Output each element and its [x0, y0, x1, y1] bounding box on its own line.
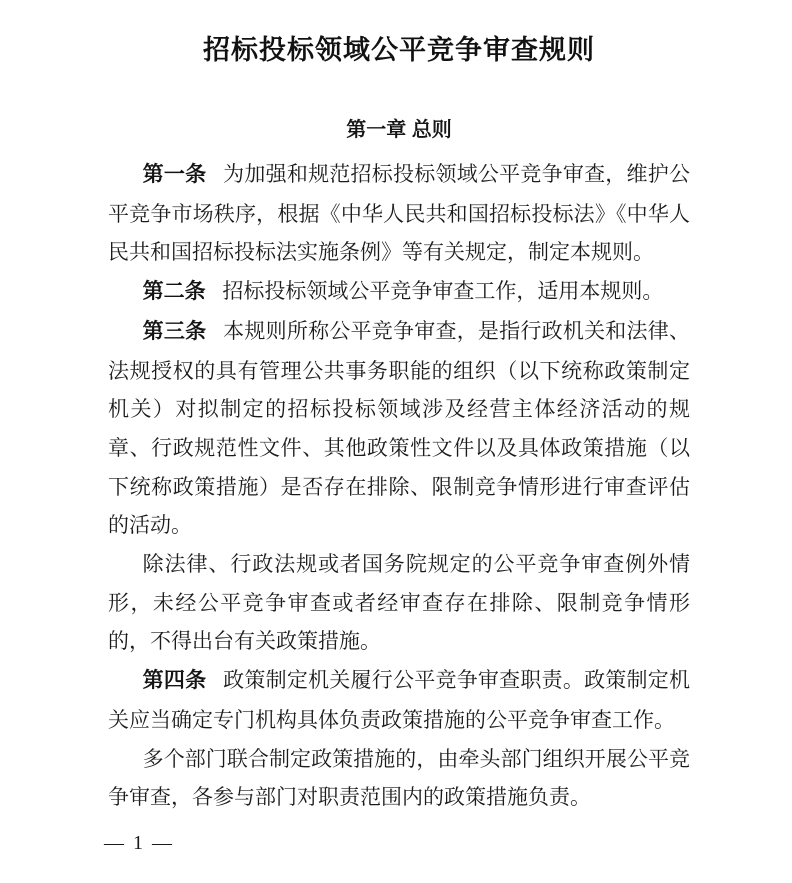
paragraph — [108, 545, 690, 661]
paragraph-text: 本规则所称公平竞争审查，是指行政机关和法律、法规授权的具有管理公共事务职能的组织（以下统称政策制定机关）对拟制定的招标投标领域涉及经营主体经济活动的规章、行政规范性文件、其他政策性文件以及具体政策措施（以下统称政策措施）是否存在排除、限制竞争情形进行审查评估的活动。 — [108, 318, 691, 538]
article-number-label: 第二条 — [142, 280, 206, 304]
paragraph — [108, 155, 690, 272]
paragraph-text: 为加强和规范招标投标领域公平竞争审查，维护公平竞争市场秩序，根据《中华人民共和国招标投标法》《中华人民共和国招标投标法实施条例》等有关规定，制定本规则。 — [108, 162, 691, 265]
paragraph-text: 政策制定机关履行公平竞争审查职责。政策制定机关应当确定专门机构具体负责政策措施的公平竞争审查工作。 — [108, 668, 691, 732]
paragraph — [108, 661, 690, 739]
paragraph-text: 除法律、行政法规或者国务院规定的公平竞争审查例外情形，未经公平竞争审查或者经审查存在排除、限制竞争情形的，不得出台有关政策措施。 — [108, 552, 690, 654]
paragraph — [108, 272, 690, 312]
page-number: — 1 — — [104, 832, 174, 854]
paragraph-text: 多个部门联合制定政策措施的，由牵头部门组织开展公平竞争审查，各参与部门对职责范围内的政策措施负责。 — [108, 746, 690, 810]
article-number-label: 第一条 — [142, 163, 207, 186]
paragraph-text: 招标投标领域公平竞争审查工作，适用本规则。 — [222, 279, 664, 304]
article-number-label: 第四条 — [142, 669, 207, 693]
document-title: 招标投标领域公平竞争审查规则 — [203, 35, 595, 65]
document-body — [108, 155, 690, 817]
paragraph — [108, 740, 690, 817]
chapter-heading: 第一章 总则 — [346, 119, 452, 141]
article-number-label: 第三条 — [142, 319, 207, 343]
paragraph — [108, 312, 690, 545]
